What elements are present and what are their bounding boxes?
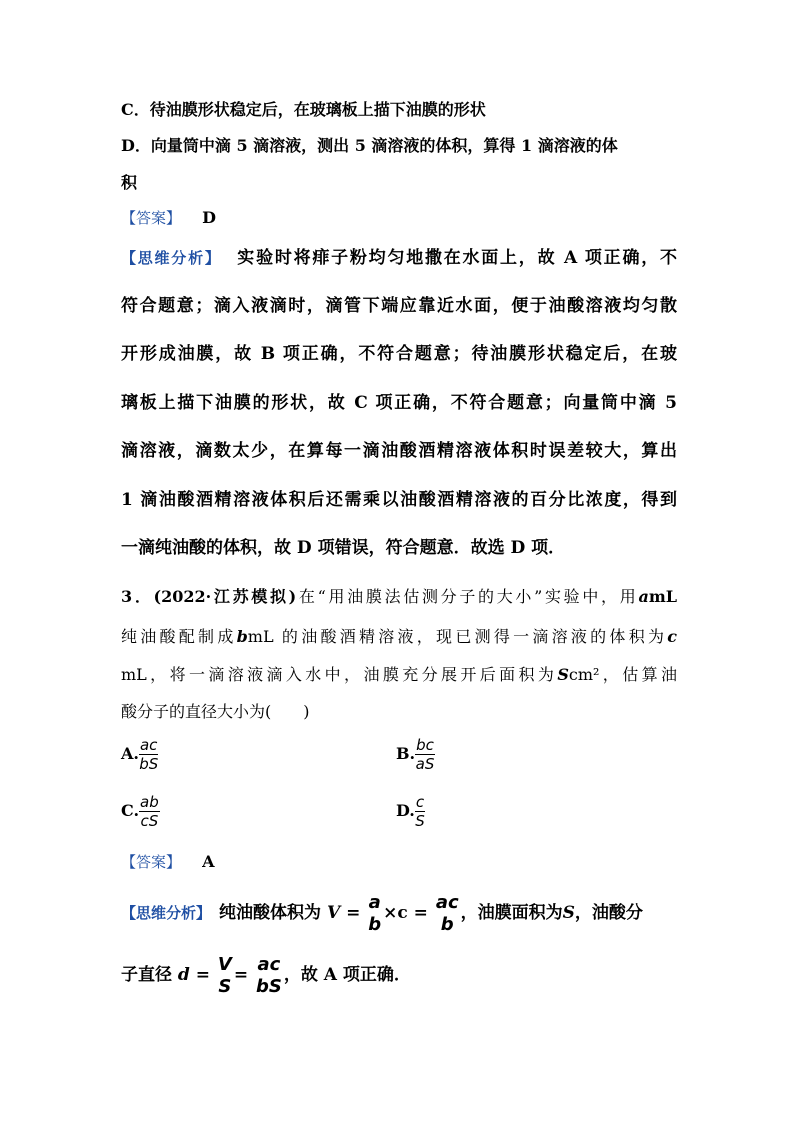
option-d-line2: 积 xyxy=(121,173,138,192)
numerator: bc xyxy=(416,736,434,754)
denominator: S xyxy=(218,975,232,997)
analysis-text: ，故 A 项正确． xyxy=(283,965,411,985)
q-text: mL 的油酸酒精溶液，现已测得一滴溶液的体积为 xyxy=(247,627,668,646)
choice-label: B. xyxy=(396,744,416,763)
denominator: bS xyxy=(139,755,159,773)
choice-c xyxy=(121,793,160,830)
var-s: S xyxy=(557,665,569,684)
unit-ml: mL xyxy=(648,587,677,606)
choice-d xyxy=(396,793,425,830)
equals: = xyxy=(195,965,210,985)
denominator: cS xyxy=(140,812,159,830)
q-text: cm²，估算油 xyxy=(568,665,677,684)
denominator: S xyxy=(415,812,425,830)
var-v: V xyxy=(326,903,341,923)
option-d-line1: D．向量筒中滴 5 滴溶液，测出 5 滴溶液的体积，算得 1 滴溶液的体 xyxy=(121,136,618,155)
choice-label: D. xyxy=(396,801,415,820)
analysis1-line4: 璃板上描下油膜的形状，故 C 项正确，不符合题意；向量筒中滴 5 xyxy=(121,393,677,413)
analysis-text: ，油膜面积为 xyxy=(460,903,563,923)
choice-label: A. xyxy=(121,744,139,763)
numerator: a xyxy=(368,891,381,913)
var-d: d xyxy=(177,965,190,985)
var-s: S xyxy=(562,903,575,923)
answer2 xyxy=(121,852,215,872)
question3-line4: 酸分子的直径大小为( ) xyxy=(121,702,310,721)
equals: = xyxy=(233,965,249,985)
option-c: C．待油膜形状稳定后，在玻璃板上描下油膜的形状 xyxy=(121,100,486,119)
analysis2-line2 xyxy=(121,952,411,998)
analysis1-text: 实验时将痱子粉均匀地撒在水面上，故 A 项正确，不 xyxy=(237,248,677,268)
numerator: c xyxy=(415,793,425,811)
answer-tag: 【答案】 xyxy=(121,853,182,871)
choice-label: C. xyxy=(121,801,140,820)
numerator: ac xyxy=(435,891,459,913)
times-c: ×c = xyxy=(383,903,428,923)
var-c: c xyxy=(667,627,677,646)
question-number: 3． xyxy=(121,587,154,606)
answer-value: A xyxy=(202,852,215,871)
analysis-text: 子直径 xyxy=(121,965,172,985)
choice-fraction xyxy=(139,793,160,830)
numerator: ac xyxy=(139,736,158,754)
denominator: b xyxy=(440,913,454,935)
q-text: mL，将一滴溶液滴入水中，油膜充分展开后面积为 xyxy=(121,665,558,684)
answer1 xyxy=(121,208,216,228)
analysis-tag: 【思维分析】 xyxy=(121,904,212,922)
question-text: 在“用油膜法估测分子的大小”实验中，用 xyxy=(296,587,639,606)
fraction-v-over-s xyxy=(218,954,232,998)
numerator: ab xyxy=(140,793,159,811)
choice-fraction xyxy=(415,736,435,773)
choice-fraction xyxy=(415,793,425,830)
numerator: ac xyxy=(257,953,281,975)
question3-line3 xyxy=(121,656,677,693)
question3-line2 xyxy=(121,618,677,655)
fraction-ac-over-b xyxy=(436,892,459,936)
question-source: (2022·江苏模拟) xyxy=(153,587,297,606)
answer-tag: 【答案】 xyxy=(121,209,182,227)
analysis1-line5: 滴溶液，滴数太少，在算每一滴油酸酒精溶液体积时误差较大，算出 xyxy=(121,441,677,461)
fraction-a-over-b xyxy=(368,892,381,936)
analysis1-line1 xyxy=(121,234,677,282)
equals: = xyxy=(346,903,361,923)
choice-b xyxy=(396,736,435,773)
analysis1-line6: 1 滴油酸酒精溶液体积后还需乘以油酸酒精溶液的百分比浓度，得到 xyxy=(121,490,677,510)
var-a: a xyxy=(638,587,649,606)
analysis2-line1 xyxy=(121,890,643,936)
denominator: aS xyxy=(415,755,435,773)
var-b: b xyxy=(236,627,248,646)
choice-a xyxy=(121,736,158,773)
question3-line1 xyxy=(121,578,677,615)
numerator: V xyxy=(217,953,232,975)
fraction-ac-over-bs xyxy=(256,954,282,998)
denominator: bS xyxy=(256,975,282,997)
choice-fraction xyxy=(139,736,158,773)
analysis1-line7: 一滴纯油酸的体积，故 D 项错误，符合题意．故选 D 项． xyxy=(121,538,566,558)
analysis1-line2: 符合题意；滴入液滴时，滴管下端应靠近水面，便于油酸溶液均匀散 xyxy=(121,296,677,316)
answer-value: D xyxy=(202,208,216,227)
analysis-text: 纯油酸体积为 xyxy=(219,903,322,923)
analysis-tag: 【思维分析】 xyxy=(121,249,222,267)
analysis-text: ，油酸分 xyxy=(574,903,643,923)
denominator: b xyxy=(368,913,382,935)
analysis1-line3: 开形成油膜，故 B 项正确，不符合题意；待油膜形状稳定后，在玻 xyxy=(121,344,677,364)
q-text: 纯油酸配制成 xyxy=(121,627,237,646)
